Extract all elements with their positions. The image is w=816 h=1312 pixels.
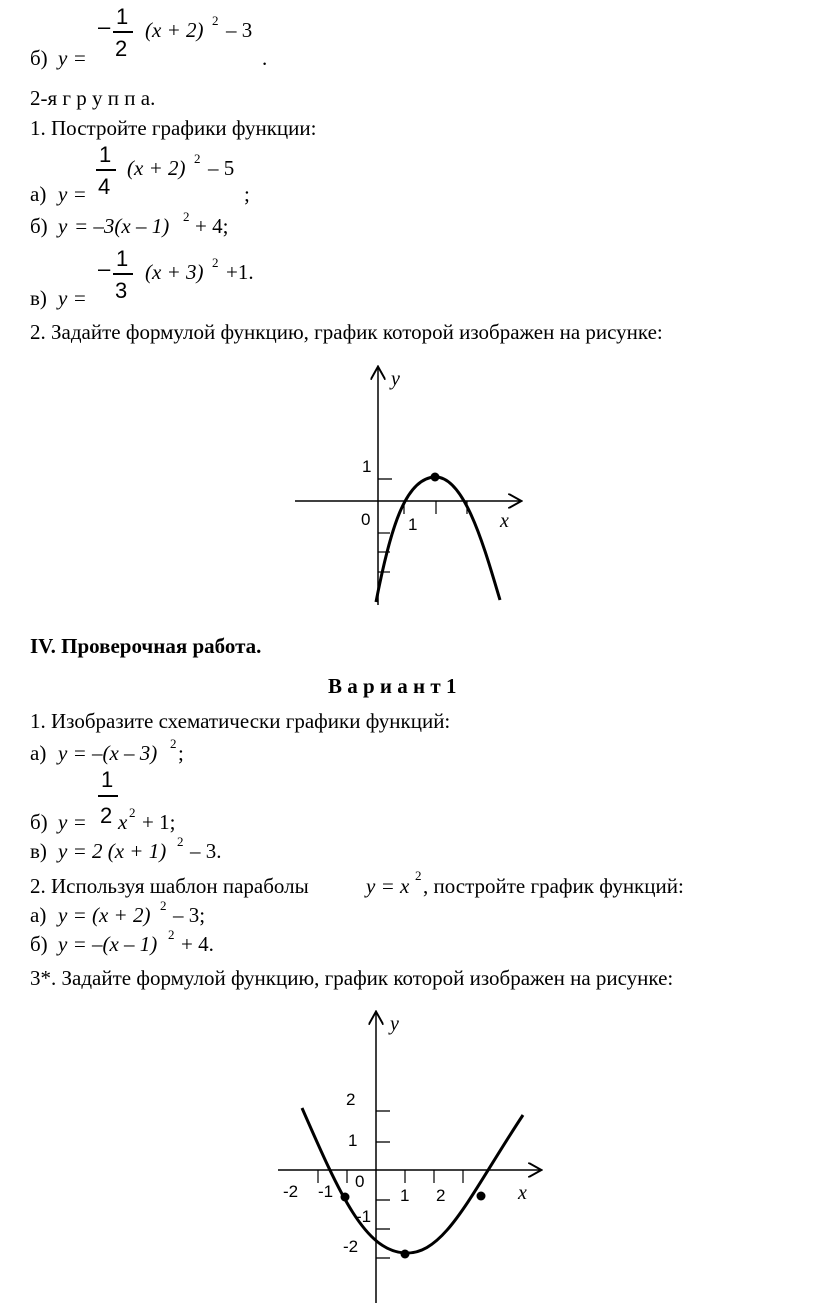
x-var: x xyxy=(118,810,128,834)
fraction-bar xyxy=(96,169,116,171)
y-var: y = xyxy=(58,46,87,70)
expression: (x + 2) xyxy=(145,18,204,42)
expression: = –3(x – 1) xyxy=(74,214,170,238)
graph2-origin: 0 xyxy=(355,1172,365,1191)
expression-tail: + 4; xyxy=(195,214,229,238)
variant-heading: В а р и а н т 1 xyxy=(328,674,457,698)
power: 2 xyxy=(129,805,136,820)
fraction-denominator: 2 xyxy=(100,803,113,828)
graph2-x-label: x xyxy=(518,1182,527,1204)
fraction-denominator: 3 xyxy=(115,278,128,303)
fraction-bar xyxy=(113,273,133,275)
expression: (x + 2) xyxy=(127,156,186,180)
t2-text-start: 2. Используя шаблон параболы xyxy=(30,874,309,898)
expression: y = –(x – 3) xyxy=(58,741,158,765)
fraction-bar xyxy=(98,795,118,797)
fraction-bar xyxy=(113,31,133,33)
task-1-heading: 1. Постройте графики функции: xyxy=(30,116,317,140)
expression: y = –(x – 1) xyxy=(58,932,158,956)
power: 2 xyxy=(212,13,219,28)
t2-formula: y = x xyxy=(366,874,410,898)
t2-text-end: , постройте график функций: xyxy=(423,874,684,898)
item-prefix: б) xyxy=(30,810,48,834)
fraction-denominator: 2 xyxy=(115,36,128,61)
fraction-numerator: 1 xyxy=(116,4,129,29)
graph1-tick-x1-label: 1 xyxy=(408,515,418,534)
power: 2 xyxy=(170,736,177,751)
graph2-y-label: y xyxy=(390,1013,399,1035)
y-var: y = xyxy=(58,182,87,206)
item-prefix: б) xyxy=(30,932,48,956)
expression-tail: +1. xyxy=(226,260,254,284)
expression: y = 2 (x + 1) xyxy=(58,839,167,863)
expression: (x + 3) xyxy=(145,260,204,284)
fraction-numerator: 1 xyxy=(116,246,129,271)
item-prefix: б) xyxy=(30,214,48,238)
graph1-origin: 0 xyxy=(361,510,371,529)
power: 2 xyxy=(194,151,201,166)
parabola-curve xyxy=(376,477,500,602)
period: . xyxy=(262,46,268,70)
expression-tail: + 1; xyxy=(142,810,176,834)
graph1-x-label: x xyxy=(500,510,509,532)
group-heading: 2-я г р у п п а. xyxy=(30,86,156,110)
parabola-graph-2 xyxy=(270,1005,550,1305)
item-prefix: в) xyxy=(30,839,47,863)
expression: y = (x + 2) xyxy=(58,903,151,927)
minus-sign: – xyxy=(98,14,111,39)
graph2-tick-x2-label: 2 xyxy=(436,1186,446,1205)
graph1-tick-y1-label: 1 xyxy=(362,457,372,476)
power: 2 xyxy=(160,898,167,913)
fraction-numerator: 1 xyxy=(101,767,114,792)
fraction-denominator: 4 xyxy=(98,174,111,199)
item-prefix: б) xyxy=(30,46,48,70)
point-left xyxy=(341,1193,350,1202)
minus-sign: – xyxy=(98,256,111,281)
expression-tail: – 3; xyxy=(173,903,206,927)
graph2-tick-x-neg1-label: -1 xyxy=(318,1182,334,1201)
fraction-numerator: 1 xyxy=(99,142,112,167)
graph2-tick-y2-label: 2 xyxy=(346,1090,356,1109)
parabola-graph-1 xyxy=(280,360,540,610)
graph2-tick-x1-label: 1 xyxy=(400,1186,410,1205)
expression-tail: – 3. xyxy=(190,839,222,863)
y-var: y xyxy=(58,214,68,238)
semicolon: ; xyxy=(178,741,184,765)
point-right xyxy=(477,1192,486,1201)
t1-heading: 1. Изобразите схематически графики функций: xyxy=(30,709,451,733)
item-prefix: а) xyxy=(30,741,47,765)
power: 2 xyxy=(183,209,190,224)
power: 2 xyxy=(212,255,219,270)
expression-tail: + 4. xyxy=(181,932,214,956)
parabola-curve xyxy=(302,1108,523,1256)
power: 2 xyxy=(177,834,184,849)
y-var: y = xyxy=(58,810,87,834)
t3-heading: 3*. Задайте формулой функцию, график которой изображен на рисунке: xyxy=(30,966,674,990)
graph2-tick-x-neg2-label: -2 xyxy=(283,1182,299,1201)
item-prefix: а) xyxy=(30,903,47,927)
semicolon: ; xyxy=(244,182,250,206)
expression-tail: – 3 xyxy=(226,18,253,42)
section-heading: IV. Проверочная работа. xyxy=(30,634,262,658)
task-2-heading: 2. Задайте формулой функцию, график которой изображен на рисунке: xyxy=(30,320,663,344)
vertex-point xyxy=(401,1250,410,1259)
graph1-y-label: y xyxy=(391,368,400,390)
graph2-tick-y-neg1-label: -1 xyxy=(356,1207,372,1226)
t2-power: 2 xyxy=(415,868,422,883)
power: 2 xyxy=(168,927,175,942)
expression-tail: – 5 xyxy=(208,156,235,180)
graph2-tick-y1-label: 1 xyxy=(348,1131,358,1150)
vertex-point xyxy=(431,473,440,482)
y-var: y = xyxy=(58,286,87,310)
item-prefix: а) xyxy=(30,182,47,206)
item-prefix: в) xyxy=(30,286,47,310)
graph2-tick-y-neg2-label: -2 xyxy=(343,1237,359,1256)
